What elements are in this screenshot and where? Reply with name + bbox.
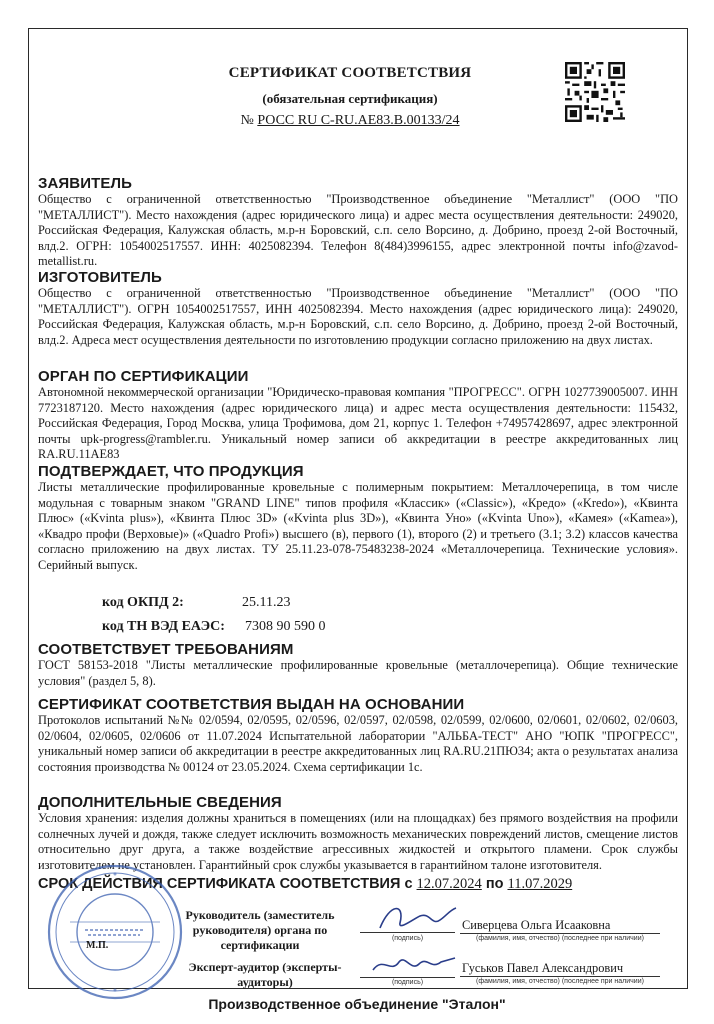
validity-to-date: 11.07.2029 (507, 876, 573, 892)
okpd-label: код ОКПД 2: (102, 595, 184, 610)
tnved-value: 7308 90 590 0 (245, 619, 326, 634)
basis-heading: СЕРТИФИКАТ СООТВЕТСТВИЯ ВЫДАН НА ОСНОВАНИИ (38, 696, 465, 713)
requirements-text: ГОСТ 58153-2018 "Листы металлические профилированные кровельные (металлочерепица). Общие технические условия" (раздел 5, 8). (38, 658, 678, 688)
okpd-row (102, 595, 184, 611)
qr-code-icon (565, 62, 625, 122)
additional-text: Условия хранения: изделия должны храниться в помещениях (или на площадках) без прямого воздействия на профили солнечных лучей и дождя, также следует исключить возможность механических повреждений листов, смещение листов относительно друг друга, а также воздействие агрессивных жидкостей и открытого пламени. Срок службы изготовителем не установлен. Гарантийный срок службы указывается в гарантийном талоне изготовителя. (38, 811, 678, 872)
manufacturer-heading: ИЗГОТОВИТЕЛЬ (38, 269, 162, 286)
applicant-text: Общество с ограниченной ответственностью "Производственное объединение "Металлист" (ООО "ПО "МЕТАЛЛИСТ"). Место нахождения (адрес юридического лица) и адрес места осуществления деятельности: 249020, Российская Федерация, Калужская область, м.р-н Боровский, с.п. село Ворсино, д. Добрино, проезд 2-ой Восточный, влд.2. ОГРН: 1054002517557. ИНН: 4025082394. Телефон 8(484)3996155, адрес электронной почты info@zavod-metallist.ru. (38, 192, 678, 269)
tnved-row (102, 619, 225, 635)
head-name-caption: (фамилия, имя, отчество) (последнее при наличии) (476, 935, 644, 942)
expert-signature-caption: (подпись) (391, 979, 424, 986)
product-heading: ПОДТВЕРЖДАЕТ, ЧТО ПРОДУКЦИЯ (38, 463, 304, 480)
number-prefix: № (240, 113, 254, 128)
validity-from-word: с (404, 876, 413, 892)
expert-label: Эксперт-аудитор (эксперты-аудиторы) (188, 960, 342, 989)
head-label: Руководитель (заместитель руководителя) органа по сертификации (185, 908, 335, 952)
certification-body-heading: ОРГАН ПО СЕРТИФИКАЦИИ (38, 368, 249, 385)
expert-name-line (460, 976, 660, 977)
applicant-heading: ЗАЯВИТЕЛЬ (38, 175, 132, 192)
expert-name: Гуськов Павел Александрович (462, 961, 624, 975)
certificate-number (160, 113, 540, 129)
expert-signature-line (360, 977, 455, 978)
expert-name-caption: (фамилия, имя, отчество) (последнее при наличии) (476, 978, 644, 985)
certificate-title: СЕРТИФИКАТ СООТВЕТСТВИЯ (228, 65, 472, 81)
head-name: Сиверцева Ольга Исааковна (462, 918, 611, 932)
seal-stamp-icon (40, 862, 190, 1002)
head-signature-line (360, 932, 455, 933)
validity-label: СРОК ДЕЙСТВИЯ СЕРТИФИКАТА СООТВЕТСТВИЯ (38, 876, 401, 892)
head-name-line (460, 933, 660, 934)
additional-heading: ДОПОЛНИТЕЛЬНЫЕ СВЕДЕНИЯ (38, 794, 282, 811)
footer-text: Производственное объединение "Эталон" (208, 996, 506, 1012)
certification-body-text: Автономной некоммерческой организации "Юридическо-правовая компания "ПРОГРЕСС". ОГРН 1027739005007. ИНН 7723187120. Место нахождения (адрес юридического лица) и адрес места осуществления деятельности: 115432, Российская Федерация, Город Москва, улица Трофимова, дом 21, корпус 1. Телефон +74957428697, адрес электронной почты upk-progress@rambler.ru. Уникальный номер записи об аккредитации в реестре аккредитованных лиц RA.RU.11АЕ83 (38, 385, 678, 462)
product-text: Листы металлические профилированные кровельные с полимерным покрытием: Металлочерепица, в том числе модульная с товарным знаком "GRAND LINE" типов профиля «Классик» («Classic»), «Кредо» («Kredo»), «Квинта Плюс» («Kvinta plus»), «Квинта Плюс 3D» («Kvinta plus 3D»), «Квинта Уно» («Kvinta Uno»), «Камея» («Kamea»), «Квадро профи (Верховые)» («Quadro Profi») высшего (в), первого (1), второго (2) и третьего (3.1; 3.2) классов качества согласно приложению на двух листах. ТУ 25.11.23-078-75483238-2024 «Металлочерепица. Технические условия». Серийный выпуск. (38, 480, 678, 572)
basis-text: Протоколов испытаний №№ 02/0594, 02/0595, 02/0596, 02/0597, 02/0598, 02/0599, 02/0600, 02/0601, 02/0602, 02/0603, 02/0604, 02/0605, 02/0606 от 11.07.2024 Испытательной лаборатории "АЛЬБА-ТЕСТ" АНО "ЮПК "ПРОГРЕСС", уникальный номер записи об аккредитации в реестре аккредитованных лиц RA.RU.21ПЮ34; акта о результатах анализа состояния производства № 00124 от 23.05.2024. Схема сертификации 1с. (38, 713, 678, 774)
head-signature-caption: (подпись) (391, 935, 424, 942)
number-value: РОСС RU C-RU.АЕ83.В.00133/24 (257, 113, 460, 128)
stamp-mark: М.П. (86, 940, 109, 951)
tnved-label: код ТН ВЭД ЕАЭС: (102, 619, 225, 634)
validity-to-word: по (485, 876, 504, 892)
okpd-value: 25.11.23 (242, 595, 291, 610)
certificate-subtitle: (обязательная сертификация) (262, 91, 438, 106)
manufacturer-text: Общество с ограниченной ответственностью "Производственное объединение "Металлист" (ООО "ПО "МЕТАЛЛИСТ"). ОГРН 1054002517557, ИНН 4025082394. Место нахождения (адрес юридического лица): 249020, Российская Федерация, Калужская область, м.р-н Боровский, с.п. село Ворсино, д. Добрино, проезд 2-ой Восточный, влд.2. Адреса мест осуществления деятельности по изготовлению продукции согласно приложению на двух листах. (38, 286, 678, 347)
validity-from-date: 12.07.2024 (416, 876, 482, 892)
requirements-heading: СООТВЕТСТВУЕТ ТРЕБОВАНИЯМ (38, 641, 294, 658)
